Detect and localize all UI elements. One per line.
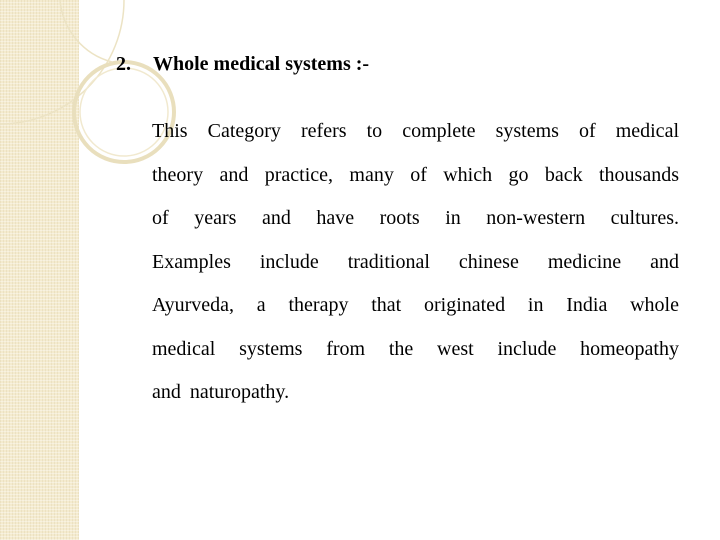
heading-number: 2. — [116, 53, 131, 75]
slide-body-text — [152, 110, 679, 415]
body-line: Ayurveda, a therapy that originated in India whole — [152, 294, 679, 316]
slide-heading — [116, 53, 369, 76]
body-line: and naturopathy. — [152, 381, 290, 403]
body-line: Examples include traditional chinese medicine and — [152, 250, 679, 273]
body-line: medical systems from the west include homeopathy — [152, 337, 679, 360]
body-line: This Category refers to complete systems of medical — [152, 120, 679, 142]
body-line: theory and practice, many of which go back thousands — [152, 163, 679, 186]
body-line: of years and have roots in non-western cultures. — [152, 207, 679, 229]
heading-title: Whole medical systems :- — [153, 53, 370, 75]
